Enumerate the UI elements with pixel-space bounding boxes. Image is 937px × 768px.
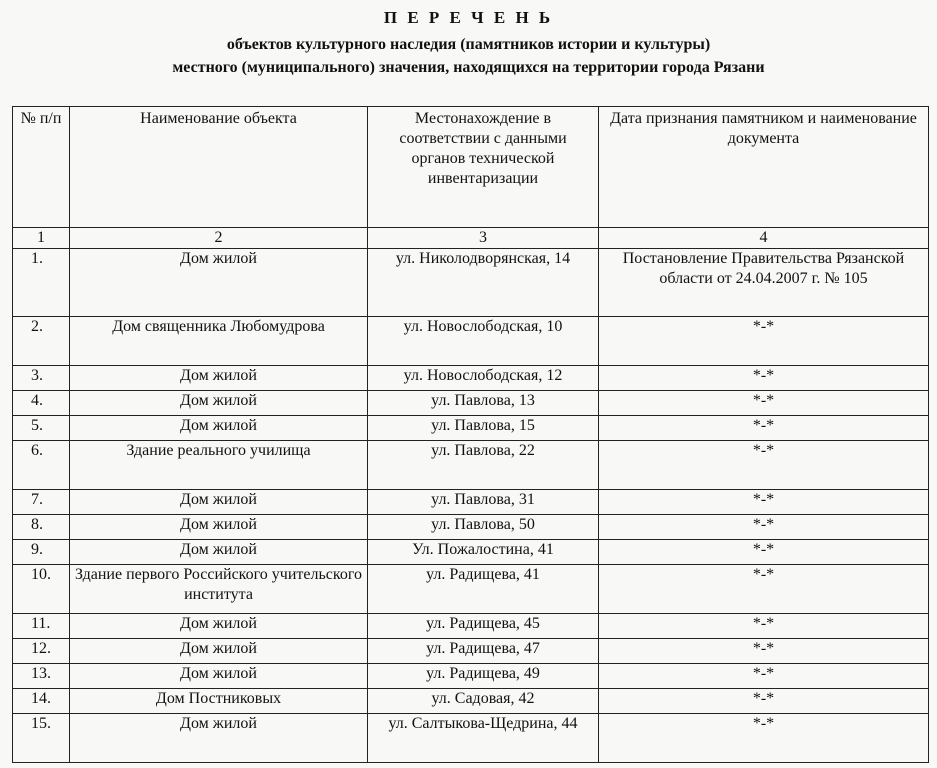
table-row [13, 441, 929, 490]
row-name-cell: Дом жилой [70, 366, 368, 391]
row-location-cell: ул. Павлова, 22 [368, 441, 599, 490]
table-row [13, 664, 929, 689]
row-location-cell: ул. Павлова, 15 [368, 416, 599, 441]
row-location-cell: ул. Радищева, 45 [368, 614, 599, 639]
row-location-cell: ул. Салтыкова-Щедрина, 44 [368, 714, 599, 763]
header-num: № п/п [13, 107, 70, 228]
row-date-cell: *-* [599, 366, 929, 391]
table-index-row [13, 228, 929, 249]
row-location-cell: ул. Радищева, 49 [368, 664, 599, 689]
row-name-cell: Дом жилой [70, 249, 368, 317]
row-num-cell: 7. [13, 490, 70, 515]
row-num-cell: 15. [13, 714, 70, 763]
header-name: Наименование объекта [70, 107, 368, 228]
row-date-cell: *-* [599, 441, 929, 490]
row-name-cell: Дом жилой [70, 416, 368, 441]
table-row [13, 614, 929, 639]
table-row [13, 565, 929, 614]
heritage-objects-table [12, 106, 929, 763]
document-subtitle-line1: объектов культурного наследия (памятников истории и культуры) [226, 36, 711, 53]
document-title: П Е Р Е Ч Е Н Ь [383, 8, 554, 27]
table-row [13, 689, 929, 714]
row-name-cell: Дом священника Любомудрова [70, 317, 368, 366]
row-date-cell: *-* [599, 490, 929, 515]
table-row [13, 416, 929, 441]
row-num-cell: 6. [13, 441, 70, 490]
row-date-cell: *-* [599, 515, 929, 540]
row-name-cell: Дом жилой [70, 540, 368, 565]
row-name-cell: Дом жилой [70, 639, 368, 664]
row-location-cell: ул. Николодворянская, 14 [368, 249, 599, 317]
row-num-cell: 5. [13, 416, 70, 441]
row-name-cell: Дом жилой [70, 490, 368, 515]
row-date-cell: *-* [599, 391, 929, 416]
document-subtitle-line2: местного (муниципального) значения, находящихся на территории города Рязани [172, 59, 765, 76]
table-row [13, 639, 929, 664]
row-date-cell: *-* [599, 639, 929, 664]
row-location-cell: Ул. Пожалостина, 41 [368, 540, 599, 565]
index-cell: 1 [13, 228, 70, 249]
table-row [13, 366, 929, 391]
row-location-cell: ул. Павлова, 13 [368, 391, 599, 416]
row-num-cell: 3. [13, 366, 70, 391]
table-row [13, 490, 929, 515]
row-num-cell: 12. [13, 639, 70, 664]
row-num-cell: 11. [13, 614, 70, 639]
row-location-cell: ул. Новослободская, 12 [368, 366, 599, 391]
row-location-cell: ул. Павлова, 50 [368, 515, 599, 540]
table-row [13, 391, 929, 416]
row-name-cell: Дом жилой [70, 391, 368, 416]
row-location-cell: ул. Новослободская, 10 [368, 317, 599, 366]
header-location: Местонахождение в соответствии с данными органов технической инвентаризации [368, 107, 599, 228]
row-name-cell: Здание реального училища [70, 441, 368, 490]
table-row [13, 515, 929, 540]
row-date-cell: *-* [599, 565, 929, 614]
row-date-cell: *-* [599, 689, 929, 714]
row-num-cell: 9. [13, 540, 70, 565]
index-cell: 2 [70, 228, 368, 249]
row-num-cell: 4. [13, 391, 70, 416]
row-name-cell: Дом Постниковых [70, 689, 368, 714]
row-name-cell: Дом жилой [70, 515, 368, 540]
row-name-cell: Дом жилой [70, 664, 368, 689]
index-cell: 4 [599, 228, 929, 249]
index-cell: 3 [368, 228, 599, 249]
row-num-cell: 10. [13, 565, 70, 614]
row-location-cell: ул. Павлова, 31 [368, 490, 599, 515]
table-row [13, 714, 929, 763]
table-header-row [13, 107, 929, 228]
row-location-cell: ул. Радищева, 41 [368, 565, 599, 614]
table-row [13, 540, 929, 565]
row-num-cell: 8. [13, 515, 70, 540]
row-name-cell: Дом жилой [70, 714, 368, 763]
row-date-cell: Постановление Правительства Рязанской области от 24.04.2007 г. № 105 [599, 249, 929, 317]
header-date: Дата признания памятником и наименование документа [599, 107, 929, 228]
row-num-cell: 2. [13, 317, 70, 366]
row-num-cell: 14. [13, 689, 70, 714]
row-date-cell: *-* [599, 416, 929, 441]
row-date-cell: *-* [599, 664, 929, 689]
row-num-cell: 13. [13, 664, 70, 689]
table-row [13, 249, 929, 317]
table-row [13, 317, 929, 366]
row-date-cell: *-* [599, 317, 929, 366]
row-date-cell: *-* [599, 714, 929, 763]
row-date-cell: *-* [599, 614, 929, 639]
row-num-cell: 1. [13, 249, 70, 317]
row-date-cell: *-* [599, 540, 929, 565]
row-name-cell: Дом жилой [70, 614, 368, 639]
row-location-cell: ул. Радищева, 47 [368, 639, 599, 664]
row-name-cell: Здание первого Российского учительского института [70, 565, 368, 614]
row-location-cell: ул. Садовая, 42 [368, 689, 599, 714]
table-body [13, 249, 929, 763]
